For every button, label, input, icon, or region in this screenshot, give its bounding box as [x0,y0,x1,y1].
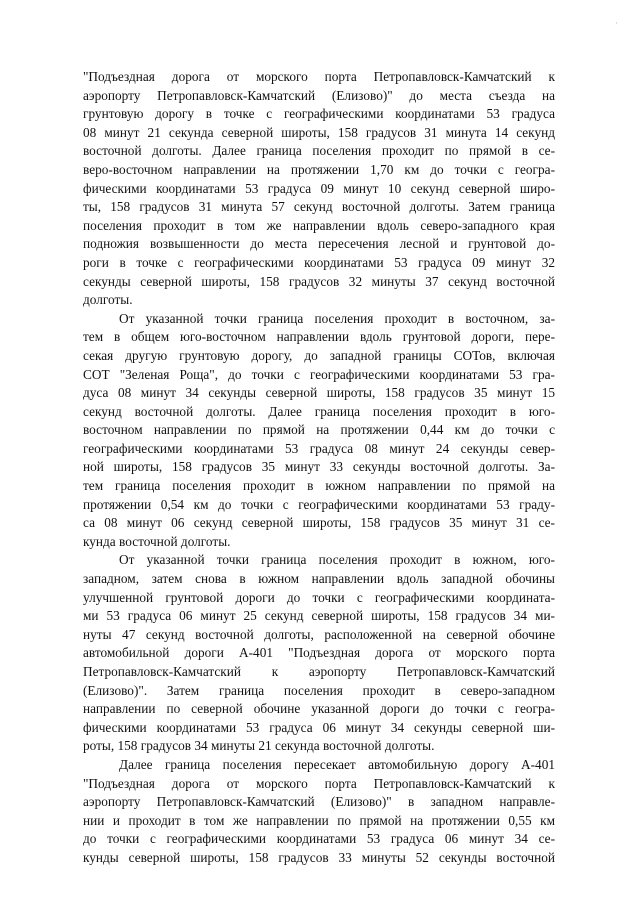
corner-mark: · [615,18,618,28]
text-line: "Подъездная дорога от морского порта Петропавловск-Камчатский к [83,775,555,791]
text-line: веро-восточном направлении на протяжении 1,70 км до точки с геогра- [83,161,555,177]
paragraph [83,551,555,756]
text-line: ты, 158 градусов 31 минута 57 секунд восточной долготы. Затем граница [83,199,555,215]
text-line: са 08 минут 06 секунд северной широты, 158 градусов 35 минут 31 се- [83,515,555,531]
text-line: протяжении 0,54 км до точки с географическими координатами 53 граду- [83,496,555,512]
text-line: (Елизово)". Затем граница поселения проходит в северо-западном [83,682,555,698]
text-line: до точки с географическими координатами 53 градуса 06 минут 34 се- [83,831,555,847]
text-line: подножия возвышенности до места пересечения лесной и грунтовой до- [83,236,555,252]
text-line: восточном направлении по прямой на протяжении 0,44 км до точки с [83,422,555,438]
text-line: грунтовую дорогу в точке с географическими координатами 53 градуса [83,106,555,122]
text-line: роги в точке с географическими координатами 53 градуса 09 минут 32 [83,254,555,270]
text-line: секая другую грунтовую дорогу, до западной границы СОТов, включая [83,347,555,363]
text-line: секунды северной широты, 158 градусов 32 минуты 37 секунд восточной [83,273,555,289]
text-line: кунды северной широты, 158 градусов 33 минуты 52 секунды восточной [83,849,555,865]
paragraph [83,68,555,310]
text-line: поселения проходит в том же направлении вдоль северо-западного края [83,217,555,233]
text-line: улучшенной грунтовой дороги до точки с географическими координата- [83,589,555,605]
text-line: роты, 158 градусов 34 минуты 21 секунда восточной долготы. [83,738,435,754]
text-line: СОТ "Зеленая Роща", до точки с географическими координатами 53 гра- [83,366,555,382]
text-line: восточной долготы. Далее граница поселения проходит по прямой в се- [83,143,555,159]
text-line: направлении по северной обочине указанной дороги до точки с геогра- [83,701,555,717]
text-line: нуты 47 секунд восточной долготы, расположенной на северной обочине [83,626,555,642]
text-line: дуса 08 минут 34 секунды северной широты, 158 градусов 35 минут 15 [83,385,555,401]
text-line: тем в общем юго-восточном направлении вдоль грунтовой дороги, пере- [83,329,555,345]
text-line: нии и проходит в том же направлении по прямой на протяжении 0,55 км [83,812,555,828]
text-line: западном, затем снова в южном направлении вдоль западной обочины [83,571,555,587]
text-line: кунда восточной долготы. [83,533,231,549]
paragraph [83,756,555,868]
paragraph [83,310,555,552]
text-line: автомобильной дороги А-401 "Подъездная дорога от морского порта [83,645,555,661]
text-line: Далее граница поселения пересекает автомобильную дорогу А-401 [119,756,555,772]
text-line: фическими координатами 53 градуса 09 минут 10 секунд северной широ- [83,180,555,196]
text-line: аэропорту Петропавловск-Камчатский (Елизово)" в западном направле- [83,794,555,810]
text-line: аэропорту Петропавловск-Камчатский (Елизово)" до места съезда на [83,87,555,103]
text-line: Петропавловск-Камчатский к аэропорту Петропавловск-Камчатский [83,664,555,679]
text-line: фическими координатами 53 градуса 06 минут 34 секунды северной ши- [83,719,555,735]
text-line: секунд восточной долготы. Далее граница поселения проходит в юго- [83,403,555,419]
text-line: тем граница поселения проходит в южном направлении по прямой на [83,478,555,494]
text-line: географическими координатами 53 градуса 08 минут 24 секунды север- [83,440,555,456]
text-line: От указанной точки граница поселения проходит в южном, юго- [119,552,555,568]
text-line: ной широты, 158 градусов 35 минут 33 секунды восточной долготы. За- [83,459,555,475]
document-body [83,68,555,868]
text-line: "Подъездная дорога от морского порта Петропавловск-Камчатский к [83,69,555,84]
text-line: От указанной точки граница поселения проходит в восточном, за- [119,310,555,326]
text-line: 08 минут 21 секунда северной широты, 158 градусов 31 минута 14 секунд [83,124,555,140]
text-line: долготы. [83,292,133,308]
text-line: ми 53 градуса 06 минут 25 секунд северной широты, 158 градусов 34 ми- [83,608,555,624]
